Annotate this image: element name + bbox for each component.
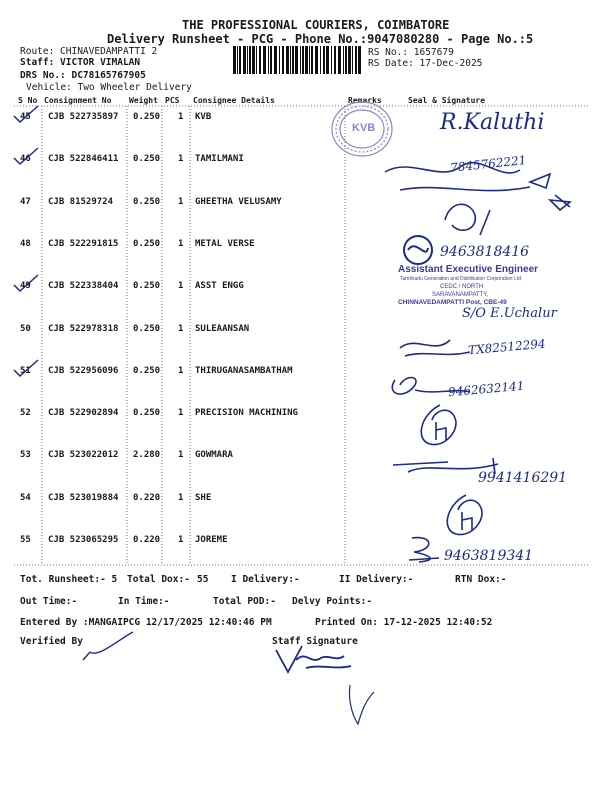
row-consignee: GHEETHA VELUSAMY: [195, 196, 282, 207]
row-consignment: CJB 522978318: [48, 323, 119, 334]
row-pcs: 1: [178, 408, 184, 419]
col-pcs: PCS: [165, 96, 180, 105]
row-weight: 0.250: [133, 365, 161, 376]
vehicle-label: Vehicle: Two Wheeler Delivery: [26, 82, 192, 93]
ii-delivery: II Delivery:-: [339, 574, 414, 585]
col-sno: S No: [18, 96, 38, 105]
row-consignment: CJB 522846411: [48, 154, 119, 165]
row-sno: 47: [20, 196, 31, 207]
row-consignee: TAMILMANI: [195, 154, 244, 165]
signature-row45: R.Kaluthi: [440, 110, 545, 135]
row-consignee: SULEAANSAN: [195, 323, 250, 334]
phone-row55: 9463819341: [444, 548, 534, 564]
route-label: Route: CHINAVEDAMPATTI 2: [20, 46, 158, 57]
runsheet-title: Delivery Runsheet - PCG - Phone No.:9047080280 - Page No.:5: [107, 32, 534, 46]
row-sno: 49: [20, 281, 31, 292]
row-weight: 0.250: [133, 281, 161, 292]
row-weight: 0.250: [133, 238, 161, 249]
col-seal-signature: Seal & Signature: [408, 96, 486, 105]
col-remarks: Remarks: [348, 96, 382, 105]
row-consignment: CJB 522291815: [48, 238, 119, 249]
rs-number: RS No.: 1657679: [368, 47, 454, 58]
tot-runsheet: Tot. Runsheet:- 5: [20, 574, 118, 585]
ae-stamp-line4: SARAVANAMPATTY,: [432, 292, 489, 298]
row-consignee: METAL VERSE: [195, 238, 255, 249]
phone-row50: TX82512294: [467, 336, 547, 358]
row-weight: 0.220: [133, 492, 161, 503]
rtn-dox: RTN Dox:-: [455, 574, 507, 585]
row-pcs: 1: [178, 154, 184, 165]
row-consignment: CJB 81529724: [48, 196, 114, 207]
rs-date: RS Date: 17-Dec-2025: [368, 58, 483, 69]
phone-row51: 9462632141: [447, 378, 525, 400]
signature-row54: [436, 490, 496, 544]
row-weight: 2.280: [133, 450, 161, 461]
row-consignee: THIRUGANASAMBATHAM: [195, 365, 293, 376]
ae-stamp-line3: CEDC / NORTH: [440, 284, 484, 290]
phone-row48: 9463818416: [440, 244, 530, 260]
row-weight: 0.250: [133, 408, 161, 419]
row-weight: 0.220: [133, 535, 161, 545]
row-weight: 0.250: [133, 196, 161, 207]
row-pcs: 1: [178, 238, 184, 249]
ae-stamp-line1: Assistant Executive Engineer: [398, 264, 539, 275]
tick-mark-icon: [12, 104, 42, 126]
row-pcs: 1: [178, 535, 184, 545]
printed-on: Printed On: 17-12-2025 12:40:52: [315, 617, 493, 628]
row-consignee: SHE: [195, 492, 212, 503]
row-consignment: CJB 523022012: [48, 450, 119, 461]
ae-stamp-line2: Tamilnadu Generation and Distribution Corporation Ltd: [400, 276, 521, 282]
row-consignee: GOWMARA: [195, 450, 233, 461]
phone-row53: 9941416291: [478, 470, 568, 486]
row-weight: 0.250: [133, 112, 161, 122]
in-time: In Time:-: [118, 596, 170, 607]
row-sno: 54: [20, 492, 31, 503]
ae-stamp-line5: CHINNAVEDAMPATTI Post, CBE-49: [398, 299, 507, 306]
row-sno: 55: [20, 535, 31, 545]
kvb-stamp-text: KVB: [352, 122, 376, 134]
row-pcs: 1: [178, 450, 184, 461]
signature-scribble-row50: [395, 330, 475, 364]
col-weight: Weight: [129, 96, 158, 105]
row-sno: 53: [20, 450, 31, 461]
entered-by: Entered By :MANGAIPCG 12/17/2025 12:40:46 PM: [20, 617, 272, 628]
table-row: [0, 408, 600, 424]
total-pod: Total POD:-: [213, 596, 276, 607]
signature-scribble-row55: [404, 530, 444, 570]
row-pcs: 1: [178, 323, 184, 334]
row-pcs: 1: [178, 492, 184, 503]
staff-signature-label: Staff Signature: [272, 636, 358, 647]
company-title: THE PROFESSIONAL COURIERS, COIMBATORE: [182, 18, 450, 32]
staff-signature: [266, 640, 356, 684]
row-pcs: 1: [178, 112, 184, 122]
delvy-points: Delvy Points:-: [292, 596, 373, 607]
table-row: [0, 450, 600, 466]
row-pcs: 1: [178, 196, 184, 207]
total-dox-value: 55: [197, 574, 209, 585]
phone-row46: 7845762221: [449, 153, 527, 175]
row-pcs: 1: [178, 281, 184, 292]
tick-mark-icon: [12, 146, 42, 168]
signature-row52: [410, 400, 470, 454]
row-sno: 50: [20, 323, 31, 334]
table-row: [0, 324, 600, 340]
row-consignee: KVB: [195, 112, 212, 122]
staff-label: Staff: VICTOR VIMALAN: [20, 57, 141, 68]
row-sno: 46: [20, 154, 31, 165]
tick-mark-icon: [12, 358, 42, 380]
table-row: [0, 281, 600, 297]
signature-row47: [430, 190, 590, 244]
row-weight: 0.250: [133, 154, 161, 165]
signature-row49: S/O E.Uchalur: [462, 306, 557, 321]
row-consignee: PRECISION MACHINING: [195, 408, 298, 419]
row-consignment: CJB 522338404: [48, 281, 119, 292]
row-consignment: CJB 522902894: [48, 408, 119, 419]
table-row: [0, 493, 600, 509]
row-sno: 45: [20, 112, 31, 122]
row-consignment: CJB 523019884: [48, 492, 119, 503]
drs-label: DRS No.: DC78165767905: [20, 70, 146, 81]
row-weight: 0.250: [133, 323, 161, 334]
row-sno: 51: [20, 365, 31, 376]
stray-ink-mark: [340, 680, 380, 734]
out-time: Out Time:-: [20, 596, 78, 607]
verified-by: Verified By: [20, 636, 83, 647]
col-consignment: Consignment No: [44, 96, 112, 105]
tick-mark-icon: [12, 273, 42, 295]
row-consignment: CJB 522735897: [48, 112, 119, 122]
col-consignee: Consignee Details: [193, 96, 275, 105]
row-consignment: CJB 522956096: [48, 365, 119, 376]
row-consignment: CJB 523065295: [48, 535, 119, 545]
row-consignee: ASST ENGG: [195, 281, 244, 292]
row-sno: 48: [20, 238, 31, 249]
i-delivery: I Delivery:-: [231, 574, 300, 585]
verified-by-signature: [78, 630, 138, 674]
total-dox-label: Total Dox:-: [127, 574, 190, 585]
row-consignee: JOREME: [195, 535, 228, 545]
row-pcs: 1: [178, 365, 184, 376]
row-sno: 52: [20, 408, 31, 419]
